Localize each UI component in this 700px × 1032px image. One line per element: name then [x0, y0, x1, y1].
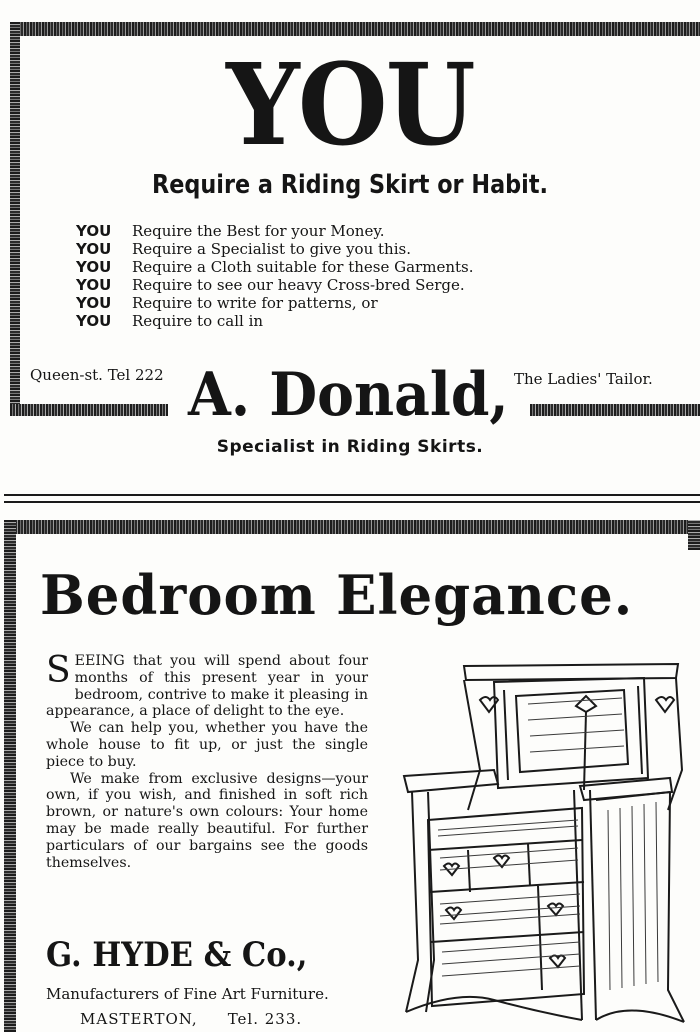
- you-label: YOU: [76, 276, 112, 294]
- you-label: YOU: [76, 312, 112, 330]
- business-name: G. HYDE & Co.,: [46, 935, 308, 975]
- border-bottom-left: [10, 404, 168, 416]
- lead-word: EEING: [74, 653, 125, 669]
- list-item: [76, 258, 473, 276]
- column-rule: [4, 501, 700, 503]
- list-item: [76, 276, 473, 294]
- border-top: [12, 22, 700, 36]
- border-right: [688, 520, 700, 550]
- tailor-advertisement: [0, 0, 700, 470]
- ad-headline: YOU: [226, 40, 474, 171]
- drop-cap: S: [46, 650, 71, 691]
- border-left: [4, 520, 16, 1032]
- column-rule: [4, 494, 700, 496]
- list-item-text: Require a Cloth suitable for these Garments.: [132, 258, 474, 276]
- paragraph: We can help you, whether you have the whole house to fit up, or just the single piece to buy.: [46, 720, 368, 770]
- you-label: YOU: [76, 294, 112, 312]
- list-item-text: Require to write for patterns, or: [132, 294, 378, 312]
- business-location: [80, 1010, 302, 1028]
- list-item-text: Require a Specialist to give you this.: [132, 240, 411, 258]
- border-bottom-right: [530, 404, 700, 416]
- you-label: YOU: [76, 240, 112, 258]
- paragraph: [46, 650, 368, 720]
- list-item: [76, 294, 473, 312]
- list-item-text: Require to call in: [132, 312, 264, 330]
- telephone: Tel. 233.: [227, 1010, 303, 1028]
- list-item: [76, 222, 473, 240]
- business-name: A. Donald,: [188, 360, 509, 430]
- ad-body: [46, 650, 368, 871]
- business-description: Manufacturers of Fine Art Furniture.: [46, 985, 329, 1003]
- requirement-list: [76, 222, 473, 330]
- list-item: [76, 312, 473, 330]
- tagline: Specialist in Riding Skirts.: [216, 437, 484, 457]
- business-role: The Ladies' Tailor.: [514, 370, 653, 388]
- shop-address: Queen-st. Tel 222: [30, 366, 164, 384]
- town-name: MASTERTON,: [80, 1010, 198, 1028]
- paragraph-text: that you will spend about four months of this present year in your bedroom, contrive to make it pleasing in appearance, a place of delight to the eye.: [46, 653, 368, 720]
- ad-subheadline: Require a Riding Skirt or Habit.: [151, 170, 549, 200]
- list-item: [76, 240, 473, 258]
- list-item-text: Require to see our heavy Cross-bred Serge.: [132, 276, 465, 294]
- paragraph: We make from exclusive designs—your own, if you wish, and finished in soft rich brown, or nature's own colours: Your home may be made really beautiful. For further particulars of our bargains see the goods themselves.: [46, 770, 368, 871]
- ad-headline: Bedroom Elegance.: [40, 563, 634, 627]
- you-label: YOU: [76, 258, 112, 276]
- border-top: [6, 520, 700, 534]
- list-item-text: Require the Best for your Money.: [132, 222, 385, 240]
- you-label: YOU: [76, 222, 112, 240]
- border-left: [10, 22, 20, 414]
- dresser-illustration: [398, 660, 688, 1032]
